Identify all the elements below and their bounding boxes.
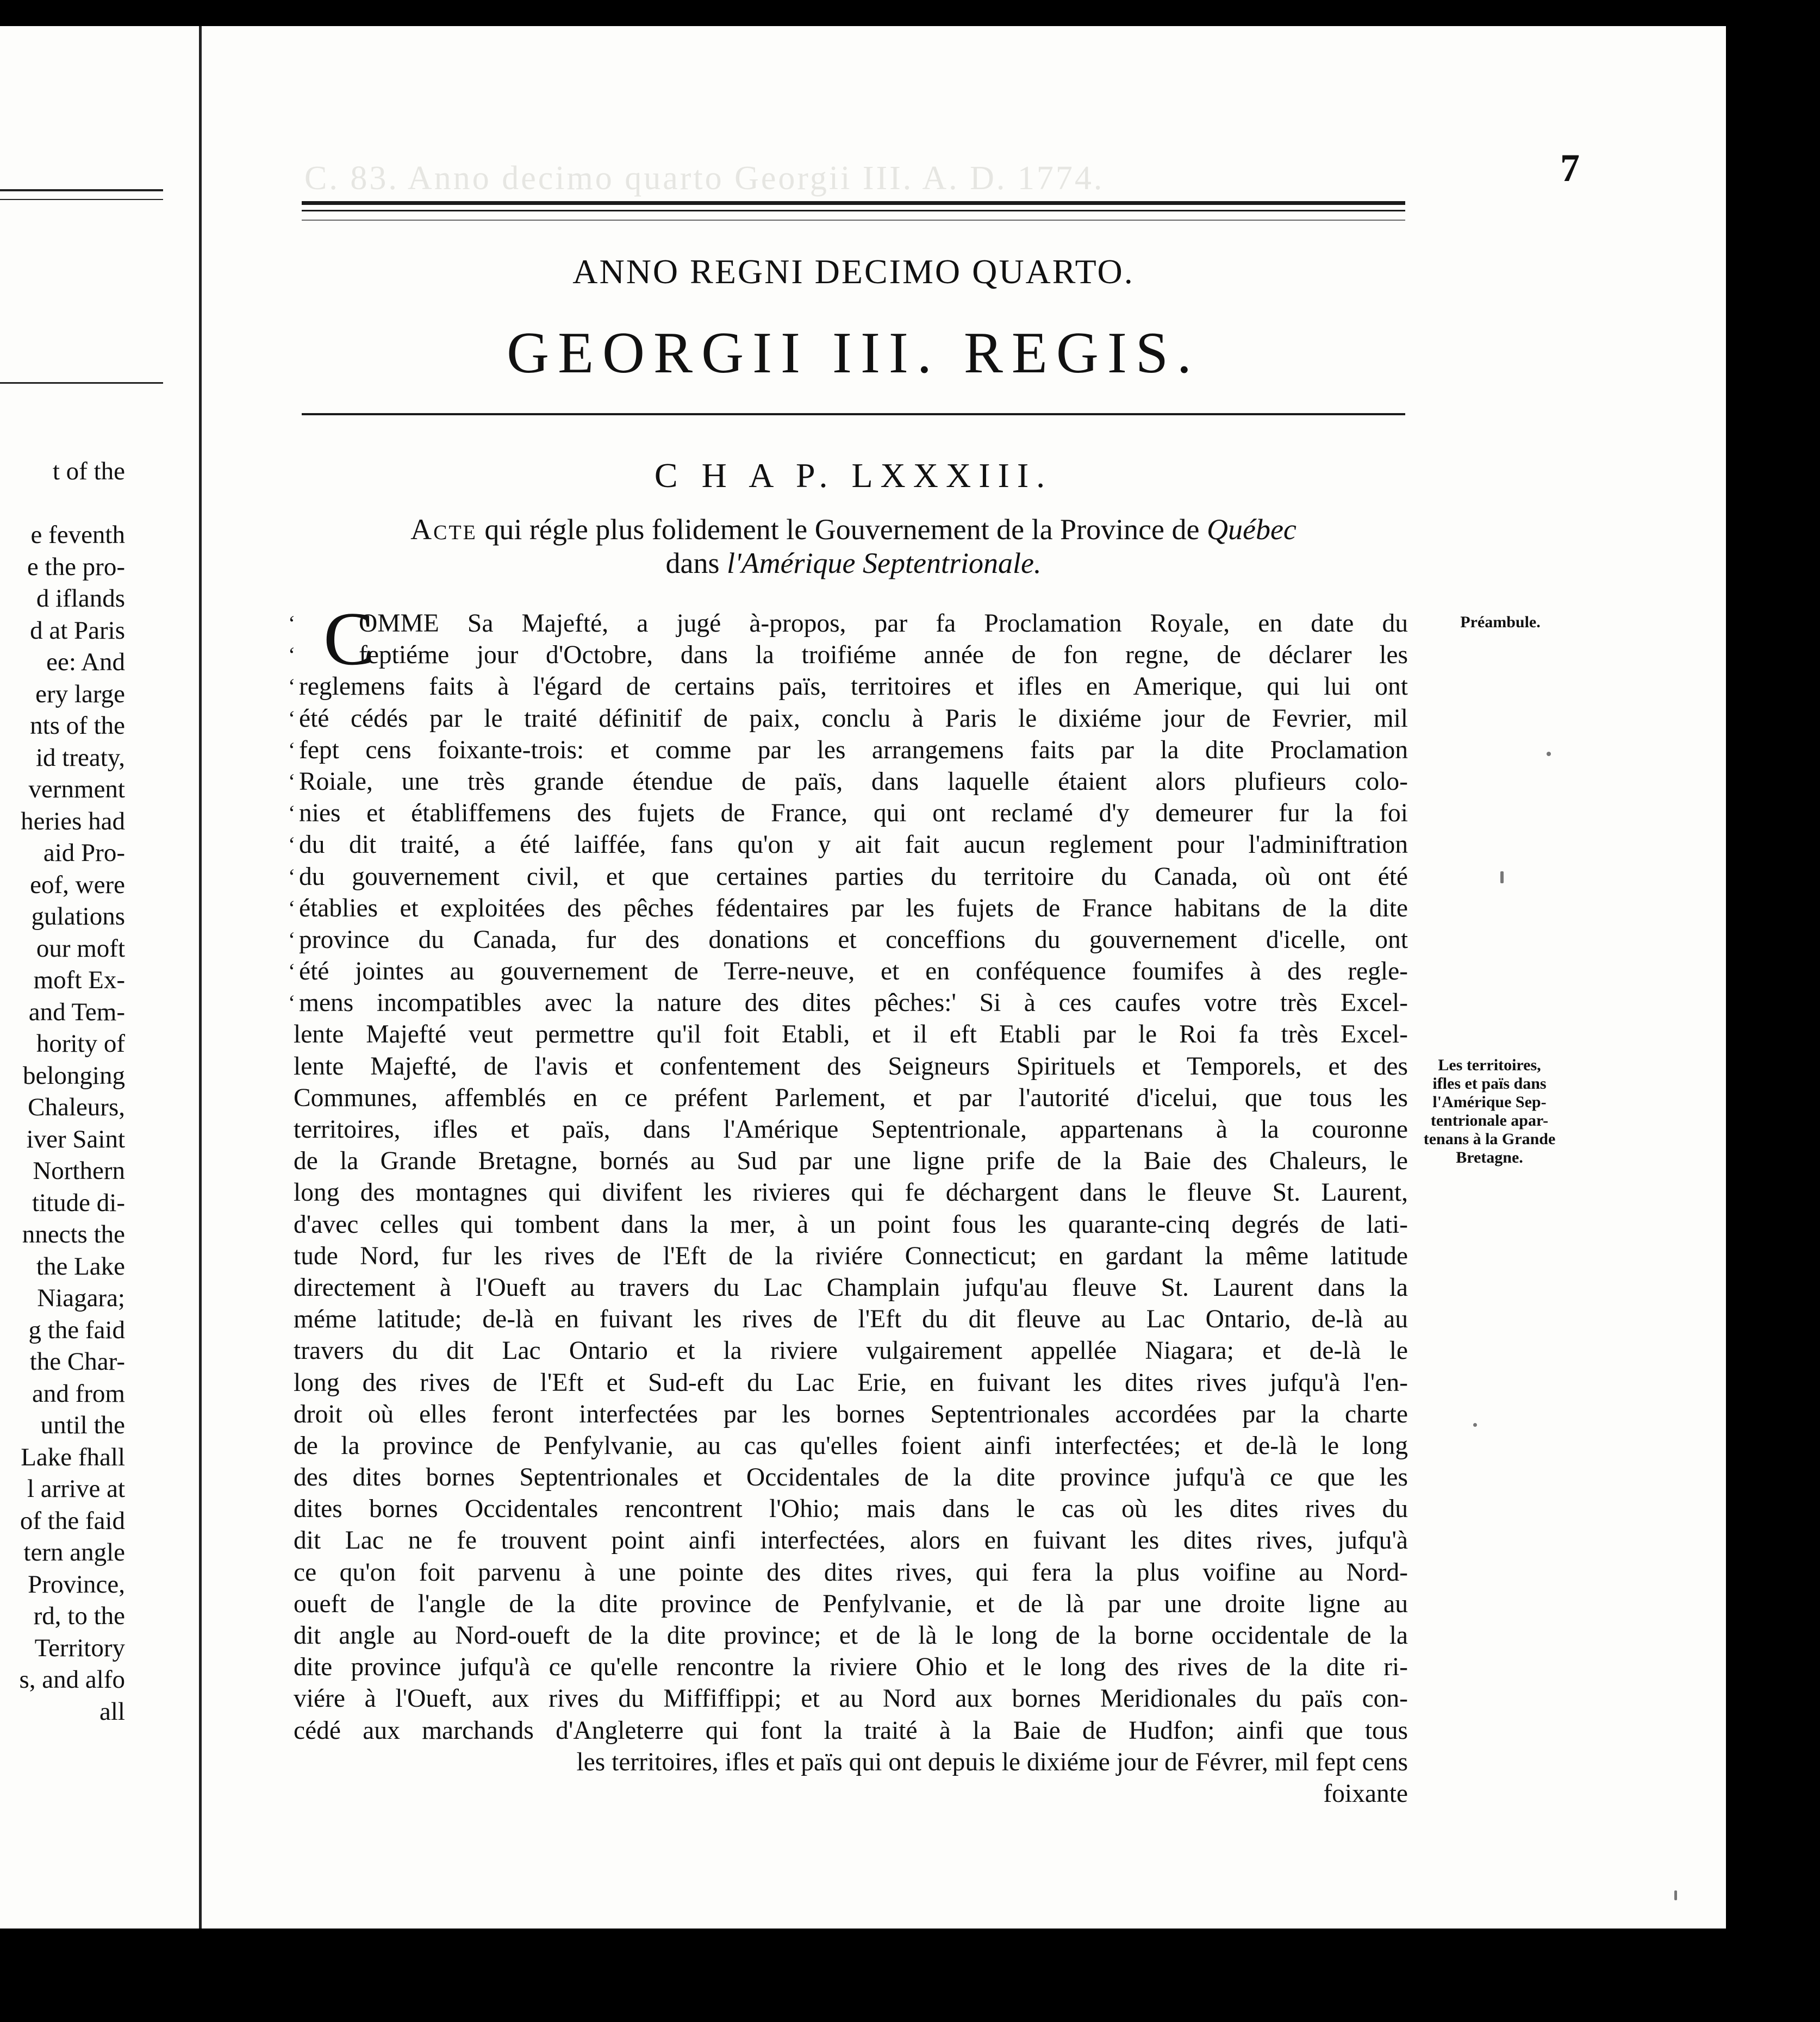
quote-mark: ‘ — [288, 927, 296, 952]
body-text — [294, 597, 1408, 1809]
left-page-line — [20, 488, 125, 520]
left-page-line: vernment — [28, 775, 125, 803]
left-page-line: the Char- — [29, 1347, 125, 1376]
quote-mark: ‘ — [288, 674, 296, 699]
left-page-line: Province, — [28, 1570, 125, 1599]
drop-cap: C — [323, 597, 375, 681]
left-rule — [0, 189, 163, 191]
margin-note-line: tenans à la Grande — [1423, 1130, 1556, 1148]
quote-mark: ‘ — [288, 832, 296, 857]
body-line: lente Majefté veut permettre qu'il foit Etabli, et il eft Etabli par le Roi fa très Excel- — [294, 1020, 1408, 1049]
left-rule — [0, 199, 163, 200]
margin-note-territories — [1413, 1056, 1566, 1167]
quote-mark: ‘ — [288, 769, 296, 794]
left-page-line: nts of the — [30, 712, 125, 740]
left-page-line: hority of — [36, 1029, 125, 1058]
body-line: mens incompatibles avec la nature des dites pêches:' Si à ces caufes votre très Excel- — [299, 989, 1408, 1018]
left-page-line: s, and alfo — [19, 1665, 125, 1694]
left-page-line: iver Saint — [26, 1125, 125, 1153]
left-page-line: e the pro- — [27, 552, 125, 581]
bleed-through-header: C. 83. Anno decimo quarto Georgii III. A. D. 1774. — [304, 160, 1105, 197]
left-page-line: our moft — [36, 934, 125, 963]
act-title — [296, 513, 1411, 580]
left-page-line: until the — [40, 1411, 125, 1439]
body-line: été cédés par le traité définitif de paix, conclu à Paris le dixiéme jour de Fevrier, mil — [299, 704, 1408, 733]
left-page-line: nnects the — [22, 1220, 125, 1249]
body-line: foixante — [1323, 1779, 1408, 1808]
scanned-page — [0, 26, 1726, 1929]
left-page-line: of the faid — [20, 1506, 125, 1535]
body-line: nies et établiffemens des fujets de France, qui ont reclamé d'y demeurer fur la foi — [299, 799, 1408, 828]
body-line: des dites bornes Septentrionales et Occidentales de la dite province jufqu'à ce que les — [294, 1463, 1408, 1492]
top-rule-thin — [302, 210, 1405, 211]
left-page-line: d at Paris — [30, 616, 125, 645]
left-page-line: Niagara; — [37, 1284, 125, 1312]
left-page-line: and Tem- — [28, 997, 125, 1026]
margin-note-preamble: Préambule. — [1460, 613, 1541, 631]
chapter-number: C H A P. LXXXIII. — [654, 456, 1053, 495]
speck — [1674, 1890, 1677, 1900]
left-page-line: the Lake — [36, 1252, 125, 1281]
body-line: de la Grande Bretagne, bornés au Sud par une ligne prife de la Baie des Chaleurs, le — [294, 1147, 1408, 1176]
margin-note-line: Les territoires, — [1438, 1056, 1541, 1074]
left-page-line: Territory — [34, 1633, 125, 1662]
body-line: lente Majefté, de l'avis et confentement des Seigneurs Spirituels et Temporels, et des — [294, 1052, 1408, 1081]
quote-mark: ‘ — [288, 706, 296, 731]
quote-mark: ‘ — [288, 990, 296, 1015]
margin-note-line: ifles et païs dans — [1432, 1075, 1547, 1093]
left-page-line: ery large — [35, 679, 125, 708]
left-page-line: and from — [32, 1379, 125, 1408]
quote-mark: ‘ — [288, 864, 296, 889]
main-title: GEORGII III. REGIS. — [507, 321, 1200, 385]
body-line: travers du dit Lac Ontario et la riviere vulgairement appellée Niagara; et de-là le — [294, 1337, 1408, 1365]
left-page-line: titude di- — [32, 1188, 125, 1217]
body-line: dit Lac ne fe trouvent point ainfi interfectées, alors en fuivant les dites rives, jufqu'à — [294, 1526, 1408, 1555]
scanner-border — [0, 0, 1820, 26]
body-line: les territoires, ifles et païs qui ont depuis le dixiéme jour de Févrer, mil fept cens — [576, 1748, 1408, 1776]
left-page-line: rd, to the — [33, 1602, 125, 1630]
left-page-line: belonging — [23, 1061, 125, 1090]
margin-note-line: l'Amérique Sep- — [1432, 1093, 1547, 1111]
left-page-line: tern angle — [23, 1538, 125, 1567]
body-line: territoires, ifles et païs, dans l'Amérique Septentrionale, appartenans à la couronne — [294, 1115, 1408, 1144]
body-line: du dit traité, a été laiffée, fans qu'on y ait fait aucun reglement pour l'adminiftration — [299, 831, 1408, 859]
body-line: droit où elles feront interfectées par les bornes Septentrionales accordées par la charte — [294, 1400, 1408, 1428]
left-page-line: moft Ex- — [33, 966, 125, 994]
body-line: Communes, affemblés en ce préfent Parlement, et par l'autorité d'icelui, que tous les — [294, 1083, 1408, 1112]
left-page-line: t of the — [52, 457, 125, 485]
act-title-place: Québec — [1206, 513, 1297, 546]
left-page-text — [20, 455, 125, 1727]
body-line: tude Nord, fur les rives de l'Eft de la riviére Connecticut; en gardant la même latitude — [294, 1241, 1408, 1270]
left-page-line: Chaleurs, — [28, 1093, 125, 1121]
body-line: été jointes au gouvernement de Terre-neuve, et en conféquence foumifes à des regle- — [299, 957, 1408, 986]
body-line: reglemens faits à l'égard de certains païs, territoires et ifles en Amerique, qui lui ont — [299, 672, 1408, 701]
top-rule — [302, 201, 1405, 205]
body-line: feptiéme jour d'Octobre, dans la troifiéme année de fon regne, de déclarer les — [359, 641, 1408, 670]
left-page-line: all — [99, 1697, 125, 1726]
quote-mark: ‘ — [288, 959, 296, 984]
body-line: du gouvernement civil, et que certaines parties du territoire du Canada, où ont été — [299, 862, 1408, 891]
body-line: ce qu'on foit parvenu à une pointe des dites rives, qui fera la plus voifine au Nord- — [294, 1558, 1408, 1587]
title-rule — [302, 413, 1405, 415]
left-page-line: Lake fhall — [21, 1443, 125, 1471]
left-page-line: aid Pro- — [43, 839, 125, 867]
quote-mark: ‘ — [288, 642, 296, 667]
speck — [1547, 752, 1551, 756]
body-line: méme latitude; de-là en fuivant les rives de l'Eft du dit fleuve au Lac Ontario, de-là au — [294, 1305, 1408, 1334]
act-title-lead: Acte — [410, 513, 477, 546]
body-line: cédé aux marchands d'Angleterre qui font la traité à la Baie de Hudfon; ainfi que tous — [294, 1716, 1408, 1745]
speck — [1473, 1423, 1477, 1427]
left-page-line: gulations — [31, 902, 125, 931]
left-page-line: g the faid — [28, 1315, 125, 1344]
body-line: province du Canada, fur des donations et conceffions du gouvernement d'icelle, ont — [299, 925, 1408, 954]
act-title-line2-a: dans — [665, 547, 727, 579]
left-page-line: e feventh — [30, 521, 125, 549]
body-line: fept cens foixante-trois: et comme par les arrangemens faits par la dite Proclamation — [299, 735, 1408, 764]
quote-mark: ‘ — [288, 801, 296, 826]
body-line: long des montagnes qui divifent les rivieres qui fe déchargent dans le fleuve St. Laurent, — [294, 1178, 1408, 1207]
body-line: directement à l'Oueft au travers du Lac Champlain jufqu'au fleuve St. Laurent dans la — [294, 1273, 1408, 1302]
margin-note-line: Bretagne. — [1456, 1149, 1523, 1166]
left-page-line: heries had — [21, 807, 125, 835]
body-line: viére à l'Oueft, aux rives du Miffiffippi; et au Nord aux bornes Meridionales du païs con- — [294, 1684, 1408, 1713]
body-line: Roiale, une très grande étendue de païs, dans laquelle étaient alors plufieurs colo- — [299, 767, 1408, 796]
body-line: d'avec celles qui tombent dans la mer, à un point fous les quarante-cinq degrés de lati- — [294, 1210, 1408, 1239]
quote-mark: ‘ — [288, 611, 296, 635]
left-page-line: Northern — [33, 1157, 125, 1185]
running-title: ANNO REGNI DECIMO QUARTO. — [572, 252, 1135, 291]
margin-note-line: tentrionale apar- — [1430, 1112, 1549, 1129]
body-line: OMME Sa Majefté, a jugé à-propos, par fa Proclamation Royale, en date du — [359, 609, 1408, 638]
act-title-rest: qui régle plus folidement le Gouvernement de la Province de — [477, 513, 1207, 546]
speck — [1500, 871, 1504, 883]
body-line: oueft de l'angle de la dite province de Penfylvanie, et de là par une droite ligne au — [294, 1589, 1408, 1618]
left-page-line: eof, were — [30, 870, 125, 899]
page-number: 7 — [1560, 146, 1580, 190]
act-title-line2-b: l'Amérique Septentrionale. — [727, 547, 1042, 579]
body-line: dit angle au Nord-oueft de la dite province; et de là le long de la borne occidentale de la — [294, 1621, 1408, 1650]
body-line: de la province de Penfylvanie, au cas qu'elles foient ainfi interfectées; et de-là le long — [294, 1431, 1408, 1460]
left-page-line: id treaty, — [36, 743, 125, 772]
left-page-line: l arrive at — [27, 1475, 125, 1503]
body-line: dites bornes Occidentales rencontrent l'Ohio; mais dans le cas où les dites rives du — [294, 1495, 1408, 1524]
left-rule — [0, 382, 163, 384]
page-gutter — [199, 26, 202, 1929]
top-rule-faint — [302, 220, 1405, 221]
left-page-line: ee: And — [46, 648, 125, 676]
quote-mark: ‘ — [288, 737, 296, 762]
left-page-line: d iflands — [36, 584, 125, 613]
left-page-fragment — [0, 26, 196, 1929]
quote-mark: ‘ — [288, 895, 296, 920]
body-line: établies et exploitées des pêches fédentaires par les fujets de France habitans de la dite — [299, 894, 1408, 922]
body-line: long des rives de l'Eft et Sud-eft du Lac Erie, en fuivant les dites rives jufqu'à l'en- — [294, 1368, 1408, 1397]
body-line: dite province jufqu'à ce qu'elle rencontre la riviere Ohio et le long des rives de la dite ri- — [294, 1653, 1408, 1682]
